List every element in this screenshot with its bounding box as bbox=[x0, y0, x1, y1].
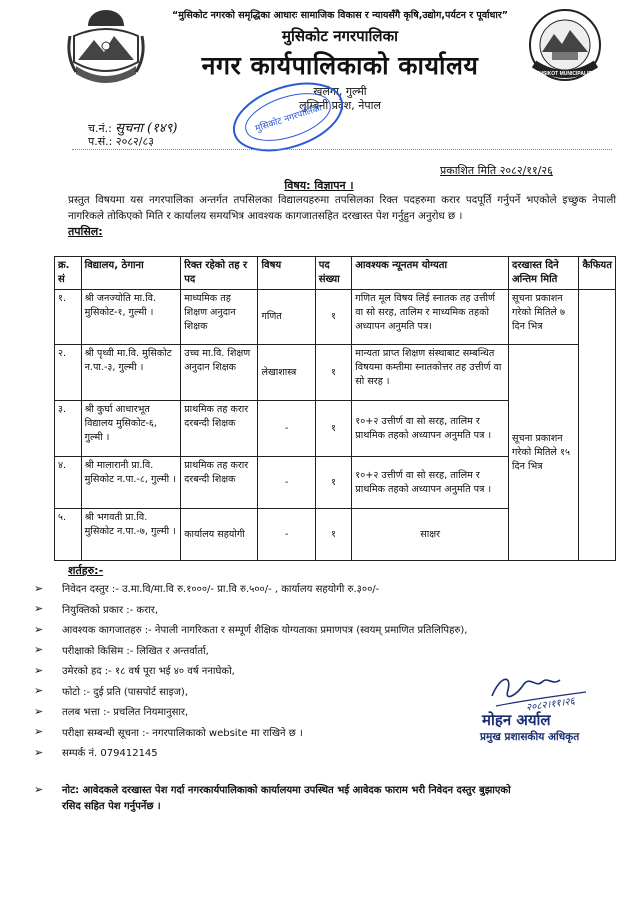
logo-text: MUSIKOT MUNICIPALITY bbox=[535, 71, 595, 77]
signature-icon bbox=[486, 666, 594, 714]
row-sn: ५. bbox=[55, 509, 82, 561]
list-item bbox=[34, 722, 504, 743]
row-sn: ४. bbox=[55, 457, 82, 509]
row-count: १ bbox=[315, 290, 352, 345]
address-line-1: खलंगा, गुल्मी bbox=[313, 85, 367, 98]
signatory-name: मोहन अर्याल bbox=[482, 711, 551, 729]
published-date: प्रकाशित मिति २०८२/११/२६ bbox=[440, 164, 553, 177]
notice-intro: प्रस्तुत विषयमा यस नगरपालिका अन्तर्गत तपसिलका विद्यालयहरुमा तपसिलका रिक्त पदहरुमा करार पदपूर्ति गर्नुपर्ने भएकोले इच्छुक नेपाली नागरिकले तोकिएको मिति र कार्यालय समयभित्र आवश्यक कागजातसहित दरखास्त पेश गर्नुहुन अनुरोध छ । bbox=[68, 194, 616, 222]
col-header-post: रिक्त रहेको तह र पद bbox=[181, 257, 258, 290]
row-school: श्री भगवती प्रा.वि. मुसिकोट न.पा.-७, गुल्मी । bbox=[81, 509, 181, 561]
arrow-bullet-icon: ➢ bbox=[34, 783, 44, 796]
signatory-designation: प्रमुख प्रशासकीय अधिकृत bbox=[480, 731, 580, 743]
list-item bbox=[34, 578, 504, 599]
term-text: परीक्षाको किसिम :- लिखित र अन्तर्वार्ता, bbox=[62, 645, 209, 657]
row-qualification: गणित मूल विषय लिई स्नातक तह उत्तीर्ण वा सो सरह, तालिम र माध्यमिक तहको अध्यापन अनुमति पत्र। bbox=[352, 290, 509, 345]
row-sn: ३. bbox=[55, 401, 82, 457]
row-subject: लेखाशास्त्र bbox=[258, 345, 315, 401]
municipality-motto: “मुसिकोट नगरको समृद्धिका आधारः सामाजिक विकास र न्यायसँगै कृषि,उद्योग,पर्यटन र पूर्वाधार” bbox=[172, 10, 508, 21]
row-sn: १. bbox=[55, 290, 82, 345]
arrow-bullet-icon: ➢ bbox=[34, 602, 44, 616]
row-school: श्री कुर्घा आधारभूत विद्यालय मुसिकोट-६, गुल्मी । bbox=[81, 401, 181, 457]
col-header-count: पद संख्या bbox=[315, 257, 352, 290]
row-post: माध्यमिक तह शिक्षण अनुदान शिक्षक bbox=[181, 290, 258, 345]
notice-note: नोट: आवेदकले दरखास्त पेश गर्दा नगरकार्यपालिकाको कार्यालयमा उपस्थित भई आवेदक फाराम भरी निवेदन दस्तुर बुझाएको रसिद सहित पेश गर्नुपर्नेछ । bbox=[62, 785, 511, 812]
list-item bbox=[34, 701, 504, 722]
list-item bbox=[34, 660, 504, 681]
arrow-bullet-icon: ➢ bbox=[34, 663, 44, 677]
row-subject: - bbox=[258, 401, 315, 457]
list-item bbox=[34, 742, 504, 763]
row-count: १ bbox=[315, 457, 352, 509]
list-item bbox=[34, 619, 504, 640]
row-count: १ bbox=[315, 345, 352, 401]
row-deadline: सूचना प्रकाशन गरेको मितिले ७ दिन भित्र bbox=[509, 290, 579, 345]
term-text: आवश्यक कागजातहरु :- नेपाली नागरिकता र सम्पूर्ण शैक्षिक योग्यताका प्रमाणपत्र (स्वयम् प्रमाणित प्रतिलिपिहरु), bbox=[62, 625, 468, 637]
notice-subject: विषय: विज्ञापन । bbox=[284, 179, 354, 192]
col-header-remarks: कैफियत bbox=[579, 257, 616, 290]
header-divider bbox=[72, 149, 612, 150]
row-post: कार्यालय सहयोगी bbox=[181, 509, 258, 561]
term-text: तलब भत्ता :- प्रचलित नियमानुसार, bbox=[62, 707, 189, 719]
list-item bbox=[34, 640, 504, 661]
signature-date: २०८२।११।२६ bbox=[525, 695, 576, 714]
row-qualification: १०+२ उत्तीर्ण वा सो सरह, तालिम र प्राथमिक तहको अध्यापन अनुमति पत्र । bbox=[352, 457, 509, 509]
chalani-label: च.नं.: bbox=[88, 122, 112, 135]
col-header-subject: विषय bbox=[258, 257, 315, 290]
row-subject: गणित bbox=[258, 290, 315, 345]
row-qualification: मान्यता प्राप्त शिक्षण संस्थाबाट सम्बन्धित विषयमा कम्तीमा स्नातकोत्तर तह उत्तीर्ण वा सो सरह । bbox=[352, 345, 509, 401]
stamp-text: मुसिकोट नगरपालिका bbox=[254, 103, 324, 135]
office-title: नगर कार्यपालिकाको कार्यालय bbox=[201, 51, 479, 80]
row-qualification: साक्षर bbox=[352, 509, 509, 561]
row-sn: २. bbox=[55, 345, 82, 401]
arrow-bullet-icon: ➢ bbox=[34, 725, 44, 739]
address-line-2: लुम्बिनी प्रदेश, नेपाल bbox=[299, 99, 381, 112]
list-item bbox=[34, 681, 504, 702]
term-text: निवेदन दस्तुर :- उ.मा.वि/मा.वि रु.१०००/- प्रा.वि रु.५००/- , कार्यालय सहयोगी रु.३००/- bbox=[62, 584, 380, 596]
table-row bbox=[55, 345, 616, 401]
patra-value: २०८२/८३ bbox=[115, 135, 154, 148]
office-stamp-icon bbox=[228, 82, 348, 152]
table-header-row bbox=[55, 257, 616, 290]
details-heading: तपसिल: bbox=[68, 225, 103, 238]
term-text: नियुक्तिको प्रकार :- करार, bbox=[62, 604, 159, 616]
patra-label: प.सं.: bbox=[88, 135, 113, 148]
row-school: श्री जनज्योति मा.वि. मुसिकोट-१, गुल्मी । bbox=[81, 290, 181, 345]
col-header-sn: क्र. सं bbox=[55, 257, 82, 290]
row-subject: - bbox=[258, 509, 315, 561]
row-school: श्री पृथ्वी मा.वि. मुसिकोट न.पा.-३, गुल्मी । bbox=[81, 345, 181, 401]
list-item bbox=[34, 599, 504, 620]
arrow-bullet-icon: ➢ bbox=[34, 581, 44, 595]
vacancy-table bbox=[54, 256, 616, 561]
arrow-bullet-icon: ➢ bbox=[34, 622, 44, 636]
row-deadline: सूचना प्रकाशन गरेको मितिले १५ दिन भित्र bbox=[509, 345, 579, 561]
municipality-name: मुसिकोट नगरपालिका bbox=[282, 27, 398, 45]
row-count: १ bbox=[315, 401, 352, 457]
arrow-bullet-icon: ➢ bbox=[34, 643, 44, 657]
table-row bbox=[55, 290, 616, 345]
terms-list bbox=[34, 578, 504, 763]
col-header-qualification: आवश्यक न्यूनतम योग्यता bbox=[352, 257, 509, 290]
term-text: उमेरको हद :- १८ वर्ष पूरा भई ४० वर्ष ननाघेको, bbox=[62, 666, 235, 678]
arrow-bullet-icon: ➢ bbox=[34, 704, 44, 718]
row-post: प्राथमिक तह करार दरबन्दी शिक्षक bbox=[181, 401, 258, 457]
row-post: प्राथमिक तह करार दरबन्दी शिक्षक bbox=[181, 457, 258, 509]
row-post: उच्च मा.वि. शिक्षण अनुदान शिक्षक bbox=[181, 345, 258, 401]
arrow-bullet-icon: ➢ bbox=[34, 684, 44, 698]
arrow-bullet-icon: ➢ bbox=[34, 745, 44, 759]
terms-heading: शर्तहरु:- bbox=[68, 564, 104, 577]
chalani-value: सुचना (१४९) bbox=[115, 121, 178, 136]
row-school: श्री मालारानी प्रा.वि. मुसिकोट न.पा.-८, गुल्मी । bbox=[81, 457, 181, 509]
row-qualification: १०+२ उत्तीर्ण वा सो सरह, तालिम र प्राथमिक तहको अध्यापन अनुमति पत्र । bbox=[352, 401, 509, 457]
row-subject: - bbox=[258, 457, 315, 509]
col-header-school: विद्यालय, ठेगाना bbox=[81, 257, 181, 290]
nepal-emblem-icon bbox=[66, 6, 146, 92]
patra-sankhya bbox=[88, 134, 154, 149]
term-text: परीक्षा सम्बन्धी सूचना :- नगरपालिकाको website मा राखिने छ । bbox=[62, 727, 303, 739]
col-header-deadline: दरखास्त दिने अन्तिम मिति bbox=[509, 257, 579, 290]
municipality-logo-icon bbox=[528, 8, 602, 82]
term-text: फोटो :- दुई प्रति (पासपोर्ट साइज), bbox=[62, 686, 189, 698]
term-text: सम्पर्क नं. 079412145 bbox=[62, 748, 158, 760]
row-count: १ bbox=[315, 509, 352, 561]
row-remarks bbox=[579, 290, 616, 561]
